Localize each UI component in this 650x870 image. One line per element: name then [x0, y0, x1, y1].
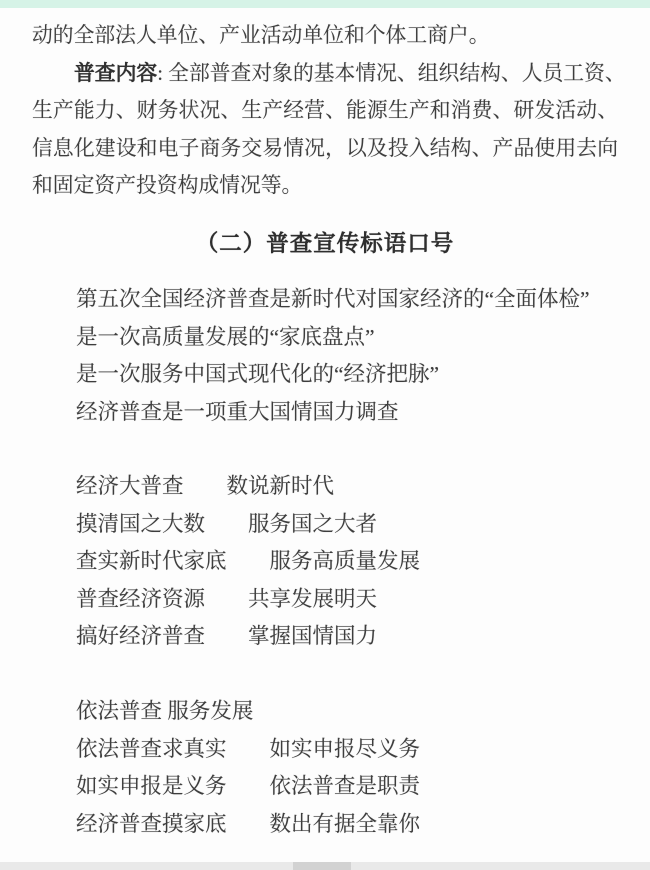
- slogan-line: 经济普查是一项重大国情国力调查: [76, 399, 399, 424]
- slogan-block-1: [32, 281, 618, 431]
- slogan-line: 是一次服务中国式现代化的“经济把脉”: [76, 362, 440, 386]
- census-content-label: 普查内容: [74, 61, 158, 85]
- slogan-line: 搞好经济普查 掌握国情国力: [76, 624, 378, 648]
- top-edge-band: [0, 0, 650, 8]
- bottom-scrollbar-track[interactable]: [0, 862, 650, 870]
- document-content: [32, 17, 626, 843]
- slogan-line: 经济普查摸家底 数出有据全靠你: [76, 811, 421, 836]
- intro-paragraph: [32, 17, 626, 205]
- slogan-line: 依法普查 服务发展: [76, 699, 254, 723]
- slogan-line: 查实新时代家底 服务高质量发展: [76, 549, 421, 573]
- slogan-line: 摸清国之大数 服务国之大者: [76, 511, 378, 536]
- slogan-line: 经济大普查 数说新时代: [76, 474, 335, 498]
- slogan-line: 普查经济资源 共享发展明天: [76, 586, 378, 611]
- paragraph-line: [32, 55, 626, 93]
- paragraph-line: 和固定资产投资构成情况等。: [32, 174, 303, 197]
- slogan-line: 是一次高质量发展的“家底盘点”: [76, 324, 375, 349]
- slogan-block-3: [32, 693, 618, 843]
- slogan-line: 依法普查求真实 如实申报尽义务: [76, 736, 421, 761]
- scrollbar-thumb[interactable]: [293, 862, 351, 870]
- slogan-line: 第五次全国经济普查是新时代对国家经济的“全面体检”: [76, 287, 590, 311]
- slogan-block-2: [32, 468, 618, 656]
- paragraph-line: 动的全部法人单位、产业活动单位和个体工商户。: [32, 24, 490, 47]
- census-content-text: : 全部普查对象的基本情况、组织结构、人员工资、: [157, 61, 626, 85]
- paragraph-line: 信息化建设和电子商务交易情况，以及投入结构、产品使用去向: [32, 136, 618, 160]
- section-heading: （二）普查宣传标语口号: [195, 230, 455, 256]
- paragraph-line: 生产能力、财务状况、生产经营、能源生产和消费、研发活动、: [32, 99, 618, 122]
- slogan-line: 如实申报是义务 依法普查是职责: [76, 774, 421, 798]
